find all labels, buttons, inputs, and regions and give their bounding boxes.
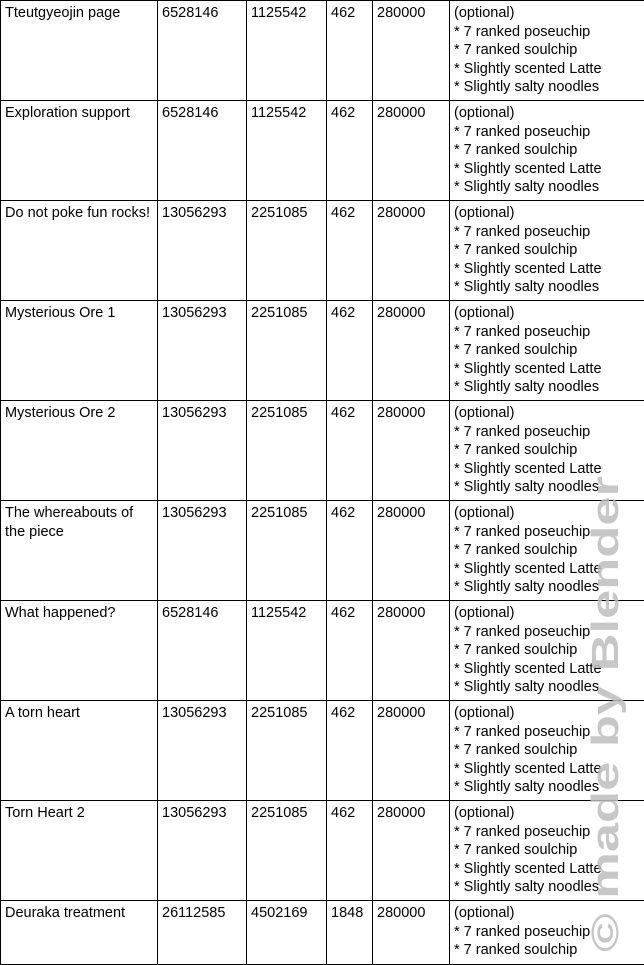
requirement-line: * Slightly salty noodles: [454, 278, 644, 297]
table-row: [1, 401, 644, 501]
requirement-line: * 7 ranked poseuchip: [454, 723, 644, 742]
requirement-line: (optional): [454, 804, 644, 823]
value-b-cell: 2251085: [247, 501, 327, 601]
requirement-line: (optional): [454, 504, 644, 523]
requirement-line: * Slightly salty noodles: [454, 478, 644, 497]
requirement-line: * 7 ranked soulchip: [454, 841, 644, 860]
table-row: [1, 301, 644, 401]
requirement-line: * 7 ranked soulchip: [454, 641, 644, 660]
quest-name-cell: Mysterious Ore 2: [1, 401, 158, 501]
value-d-cell: 280000: [373, 201, 450, 301]
requirement-line: * Slightly scented Latte: [454, 160, 644, 179]
requirement-line: * Slightly scented Latte: [454, 660, 644, 679]
value-b-cell: 2251085: [247, 201, 327, 301]
requirement-line: * 7 ranked poseuchip: [454, 223, 644, 242]
requirement-line: (optional): [454, 704, 644, 723]
requirement-line: * 7 ranked soulchip: [454, 941, 644, 960]
value-a-cell: 6528146: [158, 101, 247, 201]
value-a-cell: 6528146: [158, 1, 247, 101]
requirements-cell: [450, 101, 644, 201]
quest-name-cell: Torn Heart 2: [1, 801, 158, 901]
value-c-cell: 462: [327, 101, 373, 201]
requirement-line: * 7 ranked poseuchip: [454, 823, 644, 842]
value-c-cell: 462: [327, 801, 373, 901]
quest-name-cell: Deuraka treatment: [1, 901, 158, 965]
requirements-cell: [450, 901, 644, 965]
value-a-cell: 26112585: [158, 901, 247, 965]
value-c-cell: 462: [327, 601, 373, 701]
quest-name-cell: Do not poke fun rocks!: [1, 201, 158, 301]
value-d-cell: 280000: [373, 601, 450, 701]
requirement-line: * Slightly scented Latte: [454, 260, 644, 279]
value-b-cell: 4502169: [247, 901, 327, 965]
value-d-cell: 280000: [373, 701, 450, 801]
watermark-text: © made by Blender: [585, 476, 627, 952]
value-d-cell: 280000: [373, 801, 450, 901]
value-d-cell: 280000: [373, 101, 450, 201]
requirements-cell: [450, 601, 644, 701]
requirement-line: * 7 ranked soulchip: [454, 441, 644, 460]
table-row: [1, 701, 644, 801]
value-a-cell: 13056293: [158, 201, 247, 301]
quest-name-cell: The whereabouts of the piece: [1, 501, 158, 601]
requirement-line: * 7 ranked poseuchip: [454, 123, 644, 142]
quest-name-cell: A torn heart: [1, 701, 158, 801]
value-c-cell: 462: [327, 201, 373, 301]
table-row: [1, 201, 644, 301]
value-a-cell: 6528146: [158, 601, 247, 701]
requirement-line: * 7 ranked soulchip: [454, 241, 644, 260]
requirements-cell: [450, 501, 644, 601]
value-d-cell: 280000: [373, 901, 450, 965]
requirement-line: * 7 ranked poseuchip: [454, 923, 644, 942]
requirement-line: * 7 ranked poseuchip: [454, 423, 644, 442]
requirement-line: * 7 ranked soulchip: [454, 541, 644, 560]
value-c-cell: 462: [327, 701, 373, 801]
requirement-line: (optional): [454, 304, 644, 323]
requirement-line: * Slightly salty noodles: [454, 178, 644, 197]
requirement-line: * Slightly salty noodles: [454, 778, 644, 797]
value-c-cell: 462: [327, 1, 373, 101]
quest-name-cell: Exploration support: [1, 101, 158, 201]
value-b-cell: 1125542: [247, 601, 327, 701]
requirement-line: * Slightly scented Latte: [454, 60, 644, 79]
requirement-line: * 7 ranked poseuchip: [454, 523, 644, 542]
value-a-cell: 13056293: [158, 801, 247, 901]
value-c-cell: 462: [327, 301, 373, 401]
value-a-cell: 13056293: [158, 701, 247, 801]
requirements-cell: [450, 301, 644, 401]
requirement-line: * 7 ranked poseuchip: [454, 323, 644, 342]
requirement-line: * 7 ranked soulchip: [454, 41, 644, 60]
requirement-line: * 7 ranked soulchip: [454, 741, 644, 760]
table-row: [1, 101, 644, 201]
requirement-line: * 7 ranked soulchip: [454, 141, 644, 160]
value-b-cell: 1125542: [247, 1, 327, 101]
requirement-line: (optional): [454, 204, 644, 223]
value-c-cell: 1848: [327, 901, 373, 965]
requirement-line: (optional): [454, 104, 644, 123]
value-d-cell: 280000: [373, 301, 450, 401]
quest-table-body: [1, 1, 644, 965]
table-row: [1, 1, 644, 101]
value-b-cell: 1125542: [247, 101, 327, 201]
value-c-cell: 462: [327, 401, 373, 501]
value-c-cell: 462: [327, 501, 373, 601]
value-d-cell: 280000: [373, 501, 450, 601]
requirement-line: * Slightly salty noodles: [454, 578, 644, 597]
requirement-line: * Slightly salty noodles: [454, 378, 644, 397]
quest-name-cell: Mysterious Ore 1: [1, 301, 158, 401]
value-d-cell: 280000: [373, 401, 450, 501]
requirements-cell: [450, 801, 644, 901]
requirement-line: * 7 ranked poseuchip: [454, 623, 644, 642]
quest-name-cell: What happened?: [1, 601, 158, 701]
requirement-line: * Slightly scented Latte: [454, 360, 644, 379]
table-row: [1, 601, 644, 701]
requirements-cell: [450, 701, 644, 801]
requirement-line: * Slightly scented Latte: [454, 760, 644, 779]
value-b-cell: 2251085: [247, 301, 327, 401]
value-b-cell: 2251085: [247, 801, 327, 901]
quest-name-cell: Tteutgyeojin page: [1, 1, 158, 101]
requirements-cell: [450, 1, 644, 101]
value-b-cell: 2251085: [247, 401, 327, 501]
requirement-line: (optional): [454, 604, 644, 623]
requirement-line: (optional): [454, 4, 644, 23]
requirement-line: (optional): [454, 904, 644, 923]
requirement-line: * 7 ranked poseuchip: [454, 23, 644, 42]
requirement-line: (optional): [454, 404, 644, 423]
requirement-line: * Slightly scented Latte: [454, 860, 644, 879]
requirement-line: * 7 ranked soulchip: [454, 341, 644, 360]
requirements-cell: [450, 401, 644, 501]
value-a-cell: 13056293: [158, 401, 247, 501]
table-row: [1, 901, 644, 965]
requirements-cell: [450, 201, 644, 301]
requirement-line: * Slightly salty noodles: [454, 878, 644, 897]
table-row: [1, 501, 644, 601]
value-a-cell: 13056293: [158, 301, 247, 401]
requirement-line: * Slightly salty noodles: [454, 678, 644, 697]
requirement-line: * Slightly salty noodles: [454, 78, 644, 97]
requirement-line: * Slightly scented Latte: [454, 560, 644, 579]
value-d-cell: 280000: [373, 1, 450, 101]
value-a-cell: 13056293: [158, 501, 247, 601]
requirement-line: * Slightly scented Latte: [454, 460, 644, 479]
value-b-cell: 2251085: [247, 701, 327, 801]
table-row: [1, 801, 644, 901]
